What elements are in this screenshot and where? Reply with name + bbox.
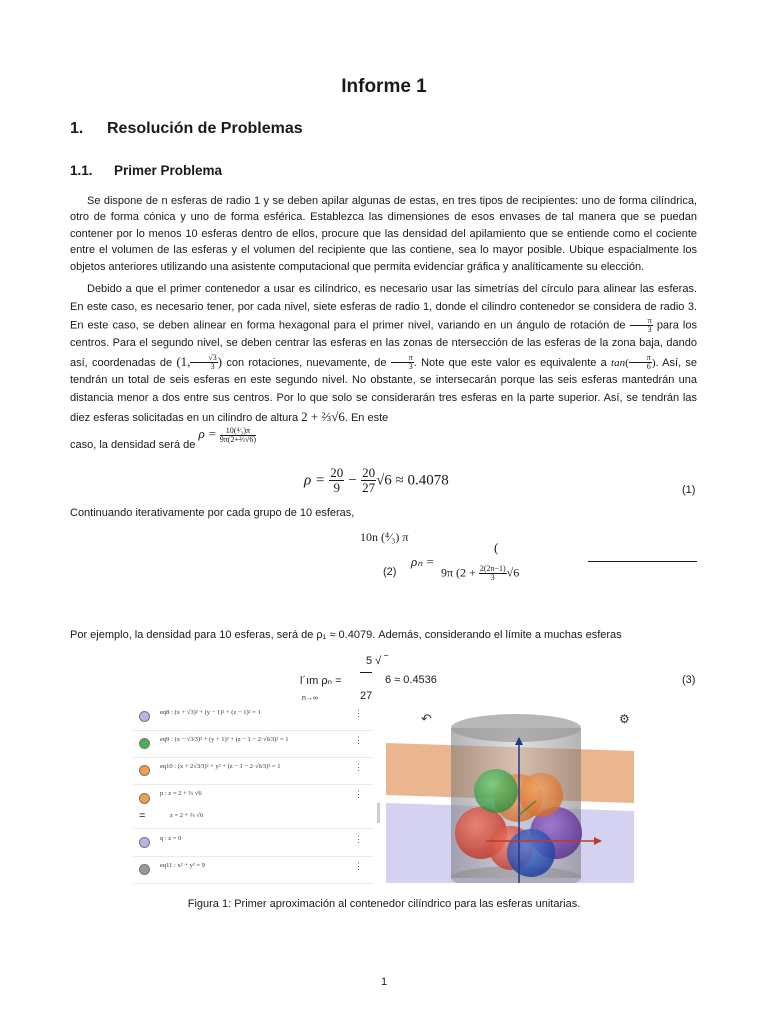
eq3-denominator: 27 (360, 690, 373, 702)
algebra-row-eq10[interactable] (133, 757, 373, 785)
algebra-row-eq11[interactable] (133, 856, 373, 884)
visibility-dot[interactable] (139, 711, 150, 722)
eq1-minus: − (348, 472, 357, 489)
visibility-dot[interactable] (139, 738, 150, 749)
algebra-row-eq9[interactable] (133, 730, 373, 758)
svg-text:↶: ↶ (421, 712, 432, 727)
pi-over-6-fraction: $\frac{\pi}{6}$ (629, 354, 652, 371)
equation-1 (304, 466, 449, 495)
pi-over-3-fraction-2: $\frac{\pi}{3}$ (391, 354, 414, 371)
eq2-denominator: 9π (2 + $\frac{2(2n-1)}{3}$ √6 (441, 564, 520, 582)
algebra-row-p[interactable] (133, 784, 373, 829)
paragraph-2-part7: caso, la densidad será de (70, 439, 196, 451)
tan-word: tan (611, 356, 626, 369)
section-title: Resolución de Problemas (107, 120, 303, 137)
eq2-paren: ( (494, 540, 499, 555)
rho-inline-fraction: $\frac{\text{10(⁴⁄₃)π}}{\text{9π(2+⅔√6)}}$ (219, 425, 257, 444)
paragraph-2-part4: . Note que este valor es equivalente a (413, 356, 607, 369)
coordinates-math: (1, $\frac{√3}{3}$ ) (176, 353, 223, 372)
section-number: 1. (70, 120, 84, 137)
algebra-panel (133, 703, 381, 883)
continuing-text: Continuando iterativamente por cada grupo de 10 esferas, (70, 507, 355, 519)
eq3-subscript: n→∞ (302, 695, 318, 702)
paragraph-1-text: Se dispone de n esferas de radio 1 y se deben apilar algunas de estas, en tres tipos de recipientes: uno de forma cilíndrica, otro de forma cónica y uno de forma esférica. Establezca las dimensiones de esos envases de tal manera que se puedan contener por lo menos 10 esferas dentro de ellos, procure que las densidad del apilamiento que se entiende como el cociente entre el volumen de las esferas y el volumen del recipiente que las contiene, sea lo mayor posible. Ubique espacialmente los objetos anteriores utilizando una asistente computacional que permita evidenciar gráfica y analíticamente su elección. (70, 195, 697, 273)
algebra-row-label: eq11 : x² + y² = 9 (160, 862, 205, 869)
visibility-dot[interactable] (139, 793, 150, 804)
algebra-row-label: eq9 : (x − √3⁄3)² + (y + 1)² + (z − 1 − 2·√6⁄3)² = 1 (160, 736, 289, 743)
document-title: Informe 1 (341, 76, 427, 97)
subsection-heading (70, 163, 222, 178)
eq2-fraction-rule (588, 561, 697, 562)
3d-scene (386, 703, 634, 883)
algebra-row-label: eq8 : (x + √3)² + (y − 1)² + (z − 1)² = 1 (160, 709, 261, 716)
paragraph-1 (70, 193, 697, 275)
paragraph-2-part2: para los centros. Para el segundo nivel, se deben centrar las esferas en las zonas de ntersección de las esferas de la zona baja, dando así, coordenadas de (70, 319, 697, 369)
eq2-numerator: 10n (⁴⁄₃) π (360, 530, 409, 544)
page-number: 1 (380, 976, 388, 988)
algebra-row-eq8[interactable] (133, 703, 373, 731)
algebra-row-q[interactable] (133, 829, 373, 857)
more-options-icon[interactable]: ⋮ (354, 735, 363, 745)
height-expression: 2 + ⅔√6 (301, 408, 345, 424)
algebra-row-value: z = 2 + ⅔ √6 (170, 812, 204, 819)
more-options-icon[interactable]: ⋮ (354, 708, 363, 718)
section-heading (70, 120, 303, 138)
eq2-lhs: ρₙ = (411, 554, 435, 569)
svg-text:⚙: ⚙ (619, 712, 630, 726)
eq1-lhs: ρ = (304, 472, 326, 489)
eq3-fraction-rule (360, 672, 372, 673)
eq3-rhs: 6 ≈ 0.4536 (385, 674, 437, 686)
visibility-dot[interactable] (139, 837, 150, 848)
density-intro (70, 425, 257, 451)
rho-inline-lhs: ρ = (198, 426, 217, 441)
eq3-lhs: l´ım ρₙ = (300, 675, 342, 687)
definition-equals-icon: = (139, 810, 146, 822)
more-options-icon[interactable]: ⋮ (354, 834, 363, 844)
equation-3-number: (3) (682, 674, 696, 686)
paragraph-2-part1: Debido a que el primer contenedor a usar es cilíndrico, es necesario usar las simetrías del círculo para alinear las esferas. En este caso, es necesario tener, por cada nivel, siete esferas de radio 1, donde el cilindro contenedor se considera de radio 3. En este caso, se deben alinear en forma hexagonal para el primer nivel, variando en un ángulo de rotación de (70, 283, 697, 331)
figure-caption: Figura 1: Primer aproximación al contenedor cilíndrico para las esferas unitarias. (187, 898, 581, 910)
visibility-dot[interactable] (139, 765, 150, 776)
pi-over-3-fraction: $\frac{\pi}{3}$ (630, 317, 653, 334)
algebra-row-label: p : z = 2 + ⅔ √6 (160, 790, 202, 797)
algebra-row-label: eq10 : (x + 2√3⁄3)² + y² + (z − 1 − 2·√6⁄3)² = 1 (160, 763, 281, 770)
equation-2-number: (2) (383, 566, 397, 578)
visibility-dot[interactable] (139, 864, 150, 875)
algebra-row-label: q : z = 0 (160, 835, 182, 842)
equation-1-number: (1) (682, 484, 696, 496)
eq1-fraction-b: $\frac{20}{27}$ (362, 465, 376, 495)
subsection-title: Primer Problema (114, 163, 223, 178)
more-options-icon[interactable]: ⋮ (354, 762, 363, 772)
eq1-rest: √6 ≈ 0.4078 (376, 472, 449, 489)
eq3-top: 5 √ ‾ (366, 655, 388, 667)
paragraph-2: Debido a que el primer contenedor a usar es cilíndrico, es necesario usar las simetrías del círculo para alinear las esferas. En este caso, es necesario tener, por cada nivel, siete esferas de radio 1, donde el cilindro contenedor se considera de radio 3. En este caso, se deben alinear en forma hexagonal para el primer nivel, variando en un ángulo de rotación de $\frac{\pi}{3}$ para los centros. Para el segundo nivel, se deben centrar las esferas en las zonas de ntersección de las esferas de la zona baja, dando así, coordenadas de (1, $\frac{√3}{3}$ ) con rotaciones, nuevamente, de $\frac{\pi}{3}$ . Note que este valor es equivalente a tan( $\frac{\pi}{6}$ ). Así, se tendrán un total de seis esferas en este segundo nivel. No obstante, se intersecarán porque las seis esferas mantedrán una distancia menor a dos entre sus centros. Por lo que solo se considerarán tres esferas en la parte superior. Así, se tendrán las diez esferas solicitadas en un cilindro de altura 2 + ⅔√6. En este (70, 283, 697, 424)
more-options-icon[interactable]: ⋮ (354, 861, 363, 871)
more-options-icon[interactable]: ⋮ (354, 789, 363, 799)
paragraph-2-part5: . Así, se tendrán un total de seis esferas en este segundo nivel. No obstante, se intersecarán porque las seis esferas mantedrán una distancia menor a dos entre sus centros. Por lo que solo se considerarán tres esferas en la parte superior. Así, se tendrán las diez esferas solicitadas en un cilindro de altura (70, 356, 697, 424)
example-text: Por ejemplo, la densidad para 10 esferas, será de ρ₁ ≈ 0.4079. Además, considerando el límite a muchas esferas (70, 629, 622, 641)
subsection-number: 1.1. (70, 163, 93, 178)
eq1-fraction-a: $\frac{20}{9}$ (330, 465, 344, 495)
paragraph-2-part3: con rotaciones, nuevamente, de (226, 356, 387, 369)
graphics-3d-view[interactable] (386, 703, 634, 883)
algebra-scrollbar[interactable] (377, 803, 380, 823)
paragraph-2-part6: . En este (344, 411, 389, 424)
